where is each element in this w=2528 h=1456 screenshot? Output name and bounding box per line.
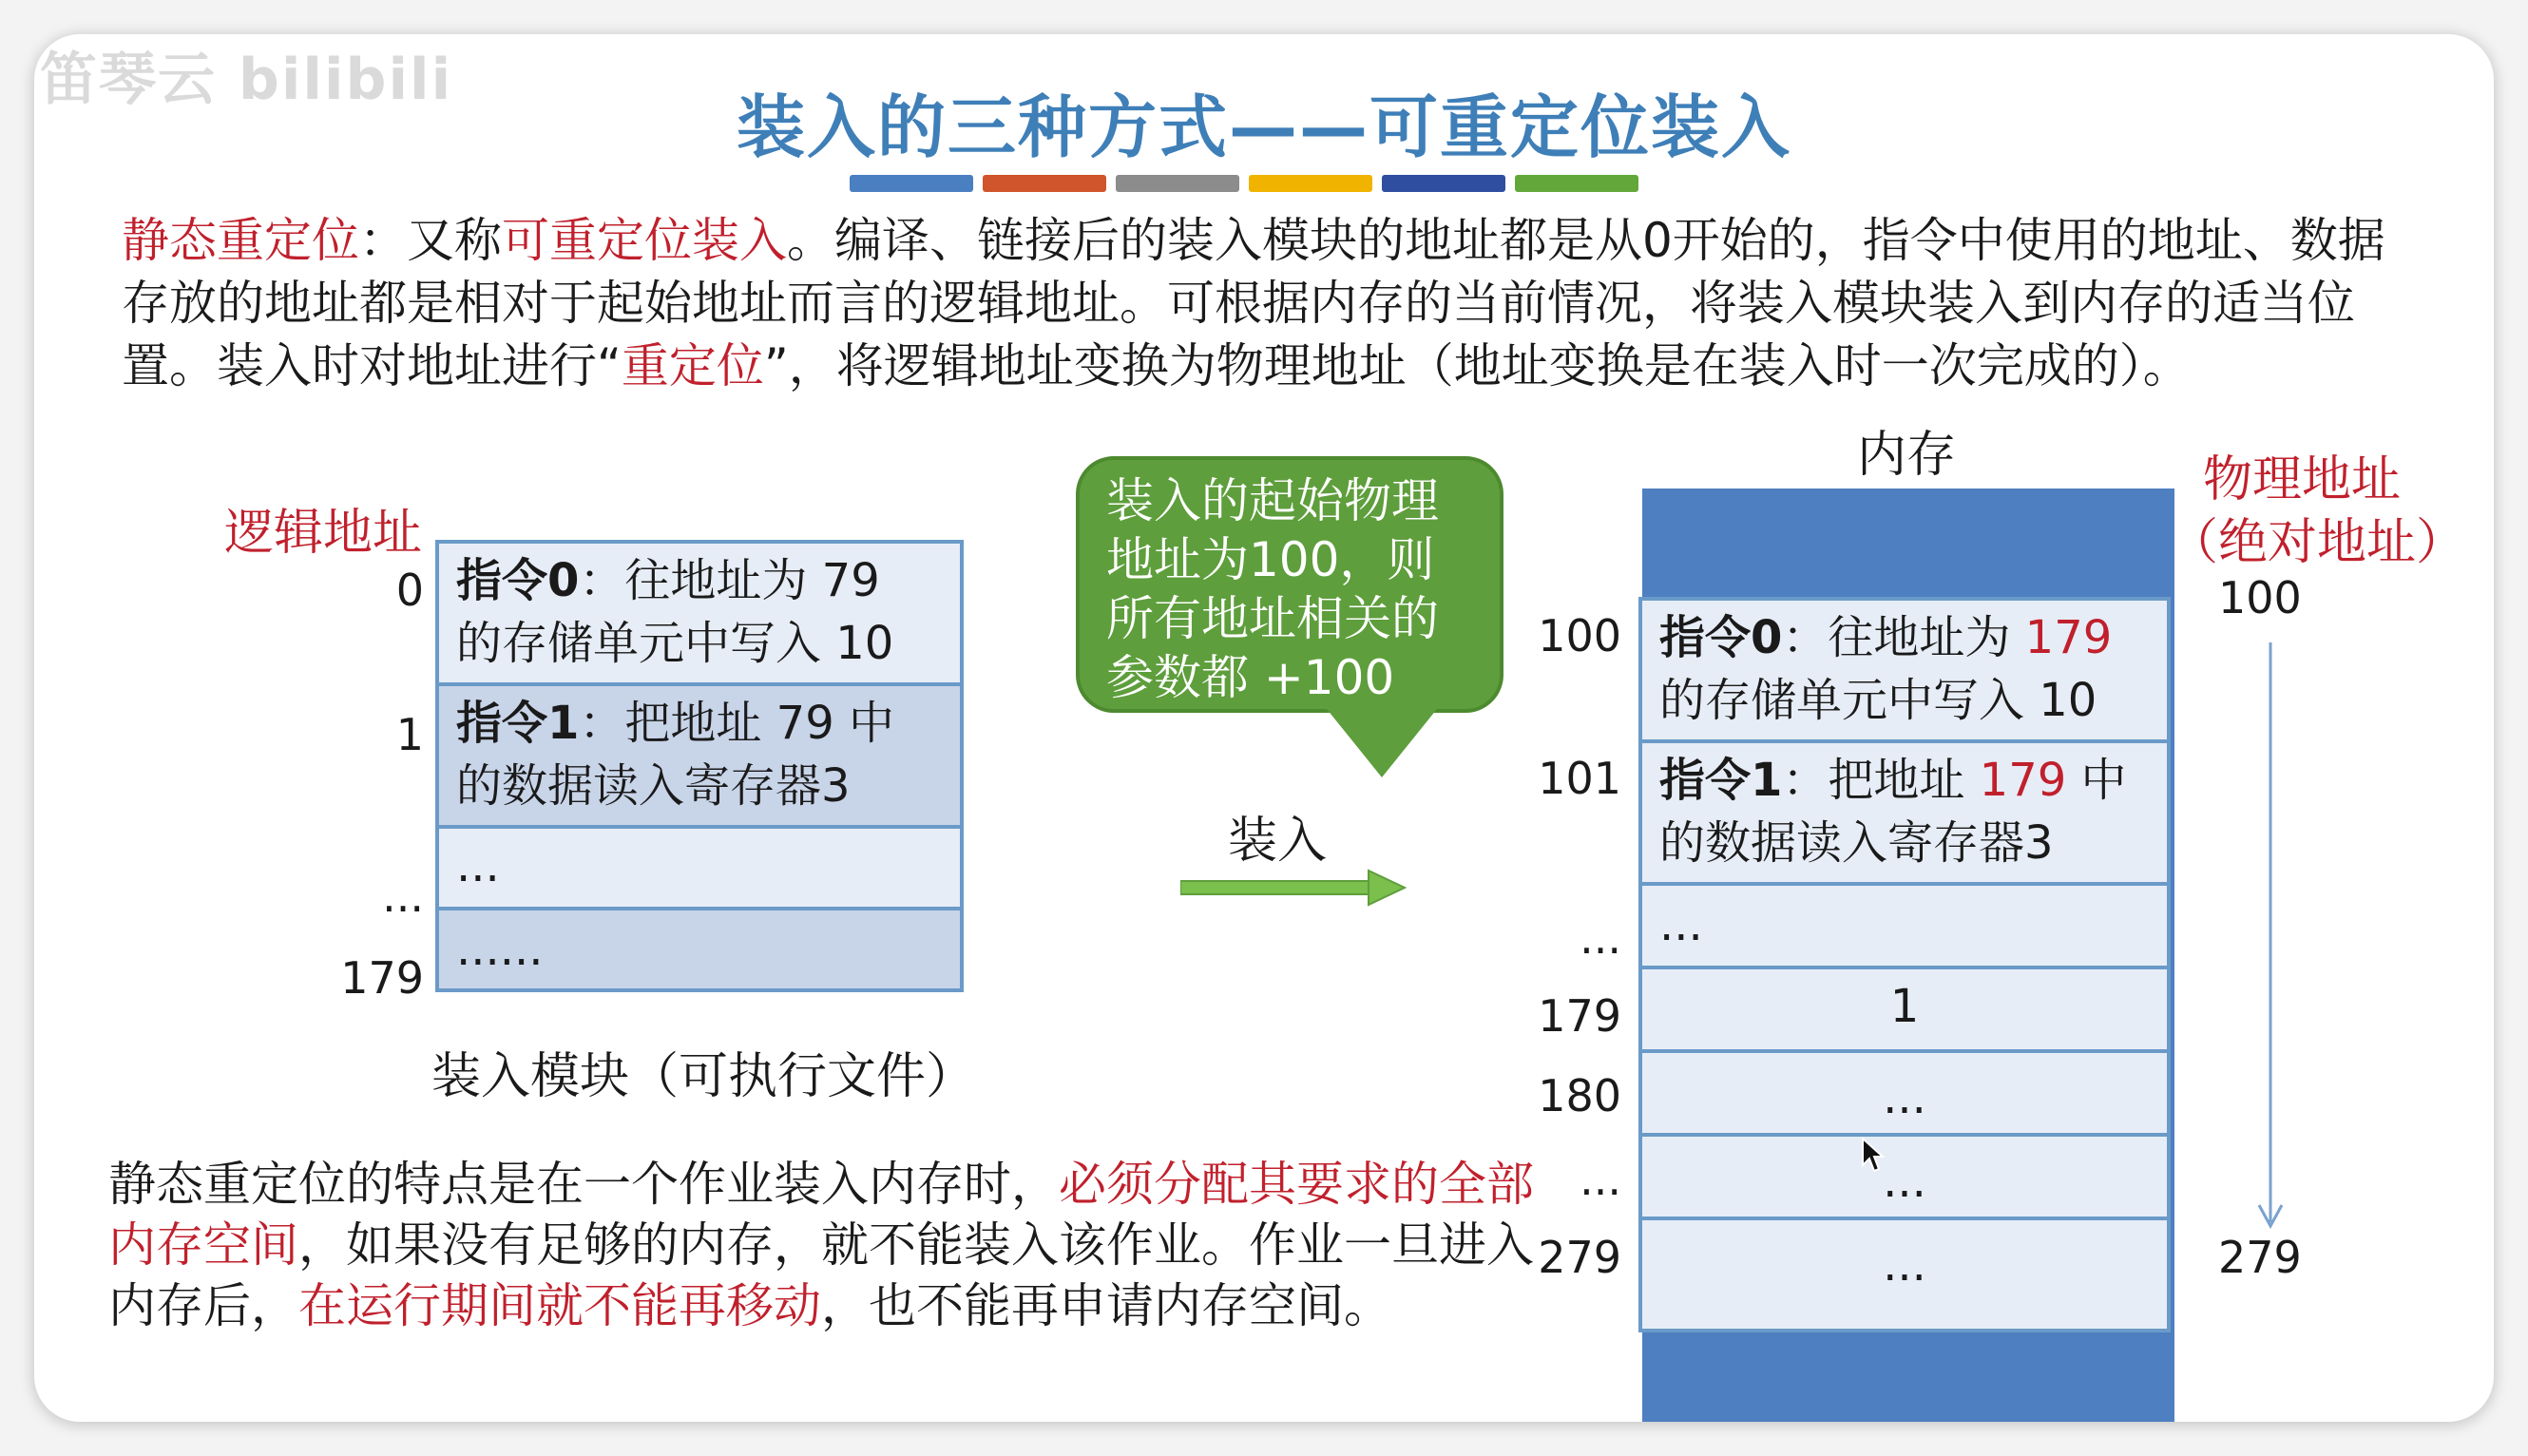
module-instr1-line1: ：把地址 79 中 <box>579 697 895 750</box>
memory-instr1-line1b: 中 <box>2066 754 2127 807</box>
module-cell-ellipsis <box>439 829 960 910</box>
logical-addr-0: 0 <box>395 565 424 616</box>
summary-text-3: ，也不能再申请内存空间。 <box>821 1278 1391 1333</box>
module-cell-instr0 <box>439 544 960 686</box>
intro-sep: ：又称 <box>359 213 502 268</box>
memory-cell-instr0 <box>1642 601 2167 743</box>
module-instr0-line2: 的存储单元中写入 10 <box>456 617 894 670</box>
memory-instr1-label: 指令1 <box>1659 754 1783 807</box>
summary-emph-2: 在运行期间就不能再移动 <box>298 1278 821 1333</box>
slide-title: 装入的三种方式——可重定位装入 <box>736 87 1791 167</box>
logical-addr-179: 179 <box>340 952 424 1004</box>
module-last-text: ...... <box>456 923 544 976</box>
mem-addr-101: 101 <box>1538 753 1621 804</box>
relocation-note-bubble <box>1076 456 1503 713</box>
memory-cell-instr1 <box>1642 743 2167 886</box>
memory-instr0-label: 指令0 <box>1659 611 1783 664</box>
color-bar-1 <box>850 175 973 192</box>
summary-text-2: ，如果没有足够的内存，就不能装入该作业。作业一旦进入内存后， <box>108 1217 1534 1333</box>
mem-addr-179: 179 <box>1538 990 1621 1042</box>
memory-cell-179 <box>1642 969 2167 1053</box>
memory-cell-279-text: ... <box>1883 1238 1926 1292</box>
intro-emph: 重定位 <box>621 338 764 393</box>
mem-addr-100: 100 <box>1538 610 1621 661</box>
memory-ellipsis-2-text: ... <box>1883 1155 1926 1208</box>
mouse-cursor-icon <box>1861 1137 1886 1175</box>
memory-instr0-line1: ：往地址为 <box>1782 611 2025 664</box>
module-instr0-label: 指令0 <box>456 554 580 607</box>
memory-instr1-line1: ：把地址 <box>1782 754 1980 807</box>
mem-addr-279: 279 <box>1538 1232 1621 1283</box>
memory-cell-180 <box>1642 1053 2167 1137</box>
module-instr1-line2: 的数据读入寄存器3 <box>456 759 851 813</box>
memory-heading: 内存 <box>1857 427 1957 484</box>
load-arrow-icon <box>1180 867 1408 909</box>
memory-instr0-addr: 179 <box>2024 611 2113 664</box>
bubble-tail <box>1327 709 1437 777</box>
memory-cell-ellipsis-1 <box>1642 886 2167 969</box>
intro-alias: 可重定位装入 <box>502 213 787 268</box>
phys-range-arrow-icon <box>2256 642 2285 1232</box>
intro-term: 静态重定位 <box>122 213 359 268</box>
memory-cell-ellipsis-2 <box>1642 1137 2167 1220</box>
summary-text-1: 静态重定位的特点是在一个作业装入内存时， <box>108 1157 1059 1212</box>
absolute-address-heading: （绝对地址） <box>2169 514 2466 571</box>
color-bar-2 <box>983 175 1106 192</box>
load-module-table <box>435 540 964 992</box>
logical-addr-ellipsis: ... <box>382 871 424 922</box>
memory-instr1-addr: 179 <box>1979 754 2067 807</box>
phys-start-label: 100 <box>2218 572 2302 623</box>
intro-text-1: 。编译、链接后的装入模块的地址都是从0开始的，指令中使用的地址、数据存放的地址都是相对于起始地址而言的逻辑地址。可根据内存的当前情况，将装入模块装入到内存的适当位置。装入时对地址进行“ <box>122 213 2385 393</box>
color-bar-6 <box>1515 175 1638 192</box>
physical-address-heading: 物理地址 <box>2203 451 2402 508</box>
bubble-text: 装入的起始物理地址为100，则所有地址相关的参数都 +100 <box>1106 473 1439 705</box>
memory-cell-279 <box>1642 1220 2167 1329</box>
module-cell-last <box>439 910 960 988</box>
intro-text-2: ”，将逻辑地址变换为物理地址（地址变换是在装入时一次完成的）。 <box>763 338 2191 393</box>
phys-end-label: 279 <box>2218 1232 2302 1283</box>
module-ellipsis-text: ... <box>456 839 500 892</box>
module-instr0-line1: ：往地址为 79 <box>579 554 880 607</box>
module-cell-instr1 <box>439 686 960 829</box>
watermark: 笛琴云 bilibili <box>40 47 453 113</box>
memory-cell-180-text: ... <box>1883 1071 1926 1124</box>
load-module-caption: 装入模块（可执行文件） <box>431 1048 976 1105</box>
mem-addr-ellipsis-2: ... <box>1580 1154 1621 1205</box>
memory-instr1-line2: 的数据读入寄存器3 <box>1659 816 2054 870</box>
memory-instr0-line2: 的存储单元中写入 10 <box>1659 674 2097 727</box>
color-bar-5 <box>1382 175 1505 192</box>
memory-table <box>1638 597 2171 1332</box>
memory-ellipsis-1-text: ... <box>1659 898 1703 951</box>
memory-cell-179-text: 1 <box>1889 980 1920 1033</box>
load-arrow-label: 装入 <box>1228 813 1328 870</box>
logical-addr-1: 1 <box>395 709 424 760</box>
slide <box>34 34 2494 1422</box>
module-instr1-label: 指令1 <box>456 697 580 750</box>
color-bar-3 <box>1116 175 1239 192</box>
summary-paragraph <box>108 1154 1562 1336</box>
intro-paragraph <box>122 209 2422 397</box>
mem-addr-180: 180 <box>1538 1070 1621 1121</box>
color-bar-4 <box>1249 175 1372 192</box>
logical-address-heading: 逻辑地址 <box>224 505 423 562</box>
summary-emph-1: 必须分配其要求的全部内存空间 <box>108 1157 1534 1273</box>
mem-addr-ellipsis-1: ... <box>1580 912 1621 964</box>
